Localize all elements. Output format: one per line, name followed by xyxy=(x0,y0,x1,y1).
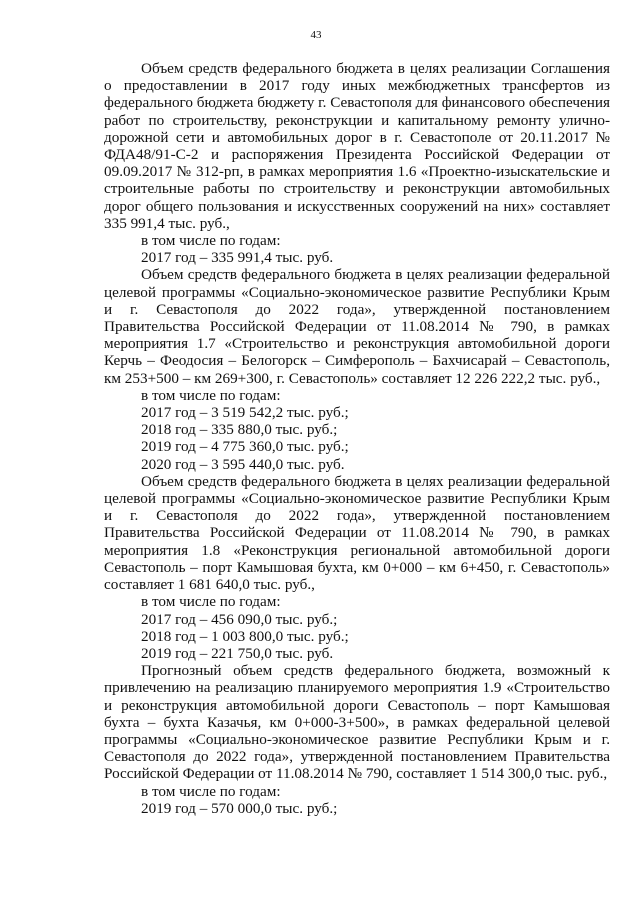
page-number: 43 xyxy=(310,29,322,41)
year-amount-line: 2019 год – 221 750,0 тыс. руб. xyxy=(141,644,334,662)
year-amount-line: 2020 год – 3 595 440,0 тыс. руб. xyxy=(141,455,345,473)
year-amount-line: 2018 год – 1 003 800,0 тыс. руб.; xyxy=(141,627,349,645)
document-body xyxy=(104,60,610,817)
paragraph-measure-1-7: Объем средств федерального бюджета в целях реализации федеральной целевой программы «Социально-экономическое развитие Республики Крым и г. Севастополя до 2022 года», утвержденной постановлением Правительства Российской Федерации от 11.08.2014 № 790, в рамках мероприятия 1.7 «Строительство и реконструкция автомобильной дороги Керчь – Феодосия – Белогорск – Симферополь – Бахчисарай – Севастополь, км 253+500 – км 269+300, г. Севастополь» составляет 12 226 222,2 тыс. руб., xyxy=(104,266,610,387)
by-years-label: в том числе по годам: xyxy=(141,232,281,250)
year-amount-line: 2017 год – 335 991,4 тыс. руб. xyxy=(141,249,334,267)
year-amount-line: 2019 год – 570 000,0 тыс. руб.; xyxy=(141,799,338,817)
by-years-label: в том числе по годам: xyxy=(141,593,281,611)
by-years-label: в том числе по годам: xyxy=(141,386,281,404)
year-amount-line: 2017 год – 3 519 542,2 тыс. руб.; xyxy=(141,404,349,422)
year-amount-line: 2017 год – 456 090,0 тыс. руб.; xyxy=(141,610,338,628)
paragraph-measure-1-8: Объем средств федерального бюджета в целях реализации федеральной целевой программы «Социально-экономическое развитие Республики Крым и г. Севастополя до 2022 года», утвержденной постановлением Правительства Российской Федерации от 11.08.2014 № 790, в рамках мероприятия 1.8 «Реконструкция региональной автомобильной дороги Севастополь – порт Камышовая бухта, км 0+000 – км 6+450, г. Севастополь» составляет 1 681 640,0 тыс. руб., xyxy=(104,472,610,594)
year-amount-line: 2018 год – 335 880,0 тыс. руб.; xyxy=(141,421,338,439)
year-amount-line: 2019 год – 4 775 360,0 тыс. руб.; xyxy=(141,438,349,456)
by-years-label: в том числе по годам: xyxy=(141,782,281,800)
paragraph-measure-1-6: Объем средств федерального бюджета в целях реализации Соглашения о предоставлении в 2017 году иных межбюджетных трансфертов из федерального бюджета бюджету г. Севастополя для финансового обеспечения работ по строительству, реконструкции и капитальному ремонту улично-дорожной сети и автомобильных дорог в г. Севастополе от 20.11.2017 № ФДА48/91-С-2 и распоряжения Президента Российской Федерации от 09.09.2017 № 312-рп, в рамках мероприятия 1.6 «Проектно-изыскательские и строительные работы по строительству и реконструкции автомобильных дорог общего пользования и искусственных сооружений на них» составляет 335 991,4 тыс. руб., xyxy=(104,60,611,232)
paragraph-measure-1-9: Прогнозный объем средств федерального бюджета, возможный к привлечению на реализацию планируемого мероприятия 1.9 «Строительство и реконструкция автомобильной дороги Севастополь – порт Камышовая бухта – бухта Казачья, км 0+000-3+500», в рамках федеральной целевой программы «Социально-экономическое развитие Республики Крым и г. Севастополя до 2022 года», утвержденной постановлением Правительства Российской Федерации от 11.08.2014 № 790, составляет 1 514 300,0 тыс. руб., xyxy=(104,662,610,783)
